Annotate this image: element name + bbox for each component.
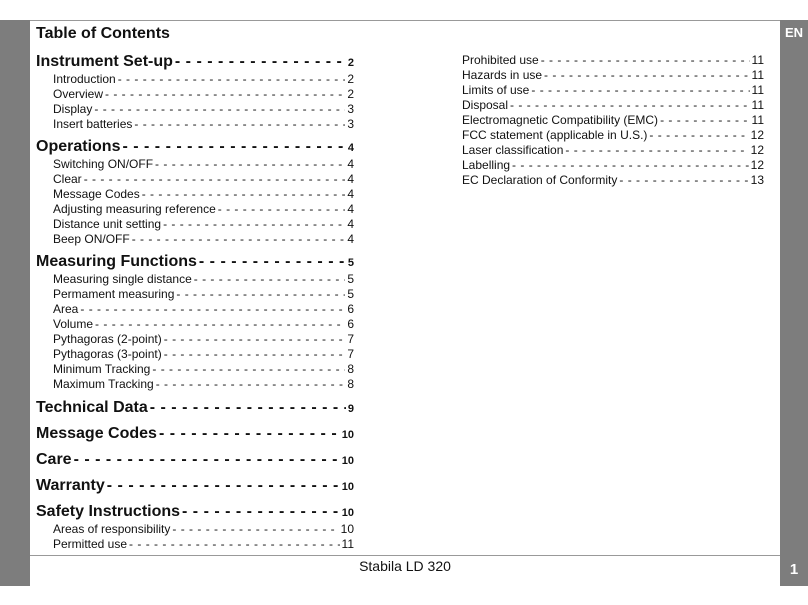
toc-section[interactable] [36, 476, 354, 496]
entry-page: 5 [347, 287, 354, 301]
entry-page: 5 [347, 272, 354, 286]
section-page: 10 [341, 429, 354, 441]
section-page: 9 [347, 403, 354, 415]
entry-page: 4 [347, 187, 354, 201]
section-page: 2 [347, 57, 354, 69]
entry-page: 4 [347, 157, 354, 171]
entry-page: 2 [347, 87, 354, 101]
dot-leader [107, 476, 340, 496]
dot-leader [118, 72, 346, 87]
toc-entry[interactable] [36, 362, 354, 377]
right-margin-bar [780, 20, 808, 586]
toc-entry[interactable] [36, 272, 354, 287]
toc-entry[interactable] [36, 377, 354, 392]
entry-page: 6 [347, 317, 354, 331]
dot-leader [156, 377, 346, 392]
dot-leader [95, 317, 345, 332]
toc-section[interactable] [36, 137, 354, 157]
dot-leader [134, 117, 345, 132]
toc-section[interactable] [36, 424, 354, 444]
entry-title: Message Codes [53, 187, 140, 201]
dot-leader [142, 187, 346, 202]
toc-entry[interactable] [36, 117, 354, 132]
dot-leader [164, 347, 346, 362]
toc-entry[interactable] [462, 98, 764, 113]
dot-leader [176, 287, 345, 302]
entry-page: 12 [750, 158, 764, 172]
entry-page: 10 [340, 522, 354, 536]
entry-page: 11 [751, 68, 764, 82]
toc-section[interactable] [36, 502, 354, 522]
toc-entry[interactable] [36, 217, 354, 232]
entry-title: Disposal [462, 98, 509, 112]
dot-leader [619, 173, 748, 188]
entry-title: Area [53, 302, 79, 316]
entry-title: Minimum Tracking [53, 362, 151, 376]
toc-entry[interactable] [462, 83, 764, 98]
toc-entry[interactable] [462, 128, 764, 143]
entry-title: Permament measuring [53, 287, 175, 301]
dot-leader [510, 98, 750, 113]
entry-title: Insert batteries [53, 117, 133, 131]
entry-page: 3 [347, 117, 354, 131]
dot-leader [565, 143, 748, 158]
dot-leader [163, 217, 345, 232]
dot-leader [80, 302, 345, 317]
toc-entry[interactable] [36, 202, 354, 217]
section-title: Message Codes [36, 425, 157, 442]
toc-entry[interactable] [36, 172, 354, 187]
toc-section[interactable] [36, 252, 354, 272]
entry-title: Introduction [53, 72, 116, 86]
toc-entry[interactable] [36, 232, 354, 247]
entry-page: 7 [347, 332, 354, 346]
dot-leader [94, 102, 345, 117]
top-divider [30, 20, 780, 21]
dot-leader [649, 128, 748, 143]
toc-entry[interactable] [462, 68, 764, 83]
toc-entry[interactable] [36, 537, 354, 552]
entry-page: 3 [347, 102, 354, 116]
entry-title: Adjusting measuring reference [53, 202, 216, 216]
toc-entry[interactable] [36, 287, 354, 302]
entry-title: Clear [53, 172, 82, 186]
dot-leader [152, 362, 345, 377]
language-tab: EN [784, 25, 804, 40]
section-page: 10 [341, 455, 354, 467]
toc-entry[interactable] [462, 158, 764, 173]
left-margin-bar [0, 20, 30, 586]
toc-entry[interactable] [36, 87, 354, 102]
dot-leader [172, 522, 338, 537]
dot-leader [164, 332, 346, 347]
entry-page: 4 [347, 232, 354, 246]
entry-page: 11 [751, 83, 764, 97]
dot-leader [194, 272, 346, 287]
bottom-divider [30, 555, 780, 556]
page-number: 1 [789, 561, 799, 578]
entry-page: 11 [751, 113, 764, 127]
entry-title: Measuring single distance [53, 272, 192, 286]
dot-leader [512, 158, 749, 173]
dot-leader [182, 502, 340, 522]
entry-page: 4 [347, 217, 354, 231]
dot-leader [531, 83, 749, 98]
toc-entry[interactable] [36, 187, 354, 202]
section-page: 5 [347, 257, 354, 269]
toc-entry[interactable] [462, 173, 764, 188]
section-title: Safety Instructions [36, 503, 181, 520]
section-page: 10 [341, 481, 354, 493]
toc-entry[interactable] [36, 302, 354, 317]
entry-page: 12 [750, 143, 764, 157]
entry-title: Pythagoras (3-point) [53, 347, 162, 361]
entry-page: 7 [347, 347, 354, 361]
entry-title: Display [53, 102, 93, 116]
entry-title: Prohibited use [462, 53, 539, 67]
toc-entry[interactable] [462, 113, 764, 128]
entry-title: Beep ON/OFF [53, 232, 130, 246]
toc-entry[interactable] [36, 522, 354, 537]
toc-section[interactable] [36, 398, 354, 418]
dot-leader [159, 424, 340, 444]
section-title: Warranty [36, 477, 105, 494]
entry-title: Hazards in use [462, 68, 543, 82]
entry-page: 8 [347, 377, 354, 391]
section-title: Operations [36, 138, 121, 155]
entry-title: Volume [53, 317, 94, 331]
toc-entry[interactable] [462, 143, 764, 158]
page-title: Table of Contents [36, 25, 170, 42]
entry-title: FCC statement (applicable in U.S.) [462, 128, 648, 142]
entry-page: 6 [347, 302, 354, 316]
dot-leader [74, 450, 340, 470]
entry-title: Maximum Tracking [53, 377, 154, 391]
toc-left-column [36, 52, 354, 552]
dot-leader [660, 113, 749, 128]
entry-title: Pythagoras (2-point) [53, 332, 162, 346]
toc-entry[interactable] [462, 53, 764, 68]
toc-entry[interactable] [36, 332, 354, 347]
section-page: 10 [341, 507, 354, 519]
entry-title: Labelling [462, 158, 511, 172]
entry-page: 4 [347, 202, 354, 216]
toc-right-column [462, 53, 764, 188]
dot-leader [218, 202, 346, 217]
toc-section[interactable] [36, 52, 354, 72]
entry-title: Limits of use [462, 83, 530, 97]
dot-leader [544, 68, 749, 83]
section-title: Care [36, 451, 72, 468]
entry-title: Electromagnetic Compatibility (EMC) [462, 113, 659, 127]
entry-page: 11 [751, 53, 764, 67]
entry-title: Laser classification [462, 143, 564, 157]
dot-leader [175, 52, 346, 72]
dot-leader [105, 87, 345, 102]
entry-page: 12 [750, 128, 764, 142]
entry-page: 8 [347, 362, 354, 376]
dot-leader [541, 53, 750, 68]
dot-leader [199, 252, 346, 272]
dot-leader [84, 172, 346, 187]
toc-entry[interactable] [36, 72, 354, 87]
dot-leader [132, 232, 346, 247]
dot-leader [129, 537, 339, 552]
entry-title: Overview [53, 87, 104, 101]
footer-product-name: Stabila LD 320 [359, 558, 451, 574]
entry-title: Distance unit setting [53, 217, 162, 231]
section-title: Measuring Functions [36, 253, 197, 270]
dot-leader [155, 157, 345, 172]
entry-page: 13 [750, 173, 764, 187]
toc-entry[interactable] [36, 317, 354, 332]
section-title: Technical Data [36, 399, 148, 416]
entry-title: EC Declaration of Conformity [462, 173, 618, 187]
toc-entry[interactable] [36, 157, 354, 172]
dot-leader [150, 398, 346, 418]
toc-entry[interactable] [36, 102, 354, 117]
entry-title: Switching ON/OFF [53, 157, 154, 171]
entry-page: 4 [347, 172, 354, 186]
section-page: 4 [347, 142, 354, 154]
entry-title: Areas of responsibility [53, 522, 171, 536]
entry-title: Permitted use [53, 537, 128, 551]
toc-entry[interactable] [36, 347, 354, 362]
entry-page: 11 [341, 537, 354, 551]
toc-section[interactable] [36, 450, 354, 470]
entry-page: 2 [347, 72, 354, 86]
dot-leader [122, 137, 345, 157]
entry-page: 11 [751, 98, 764, 112]
section-title: Instrument Set-up [36, 53, 173, 70]
